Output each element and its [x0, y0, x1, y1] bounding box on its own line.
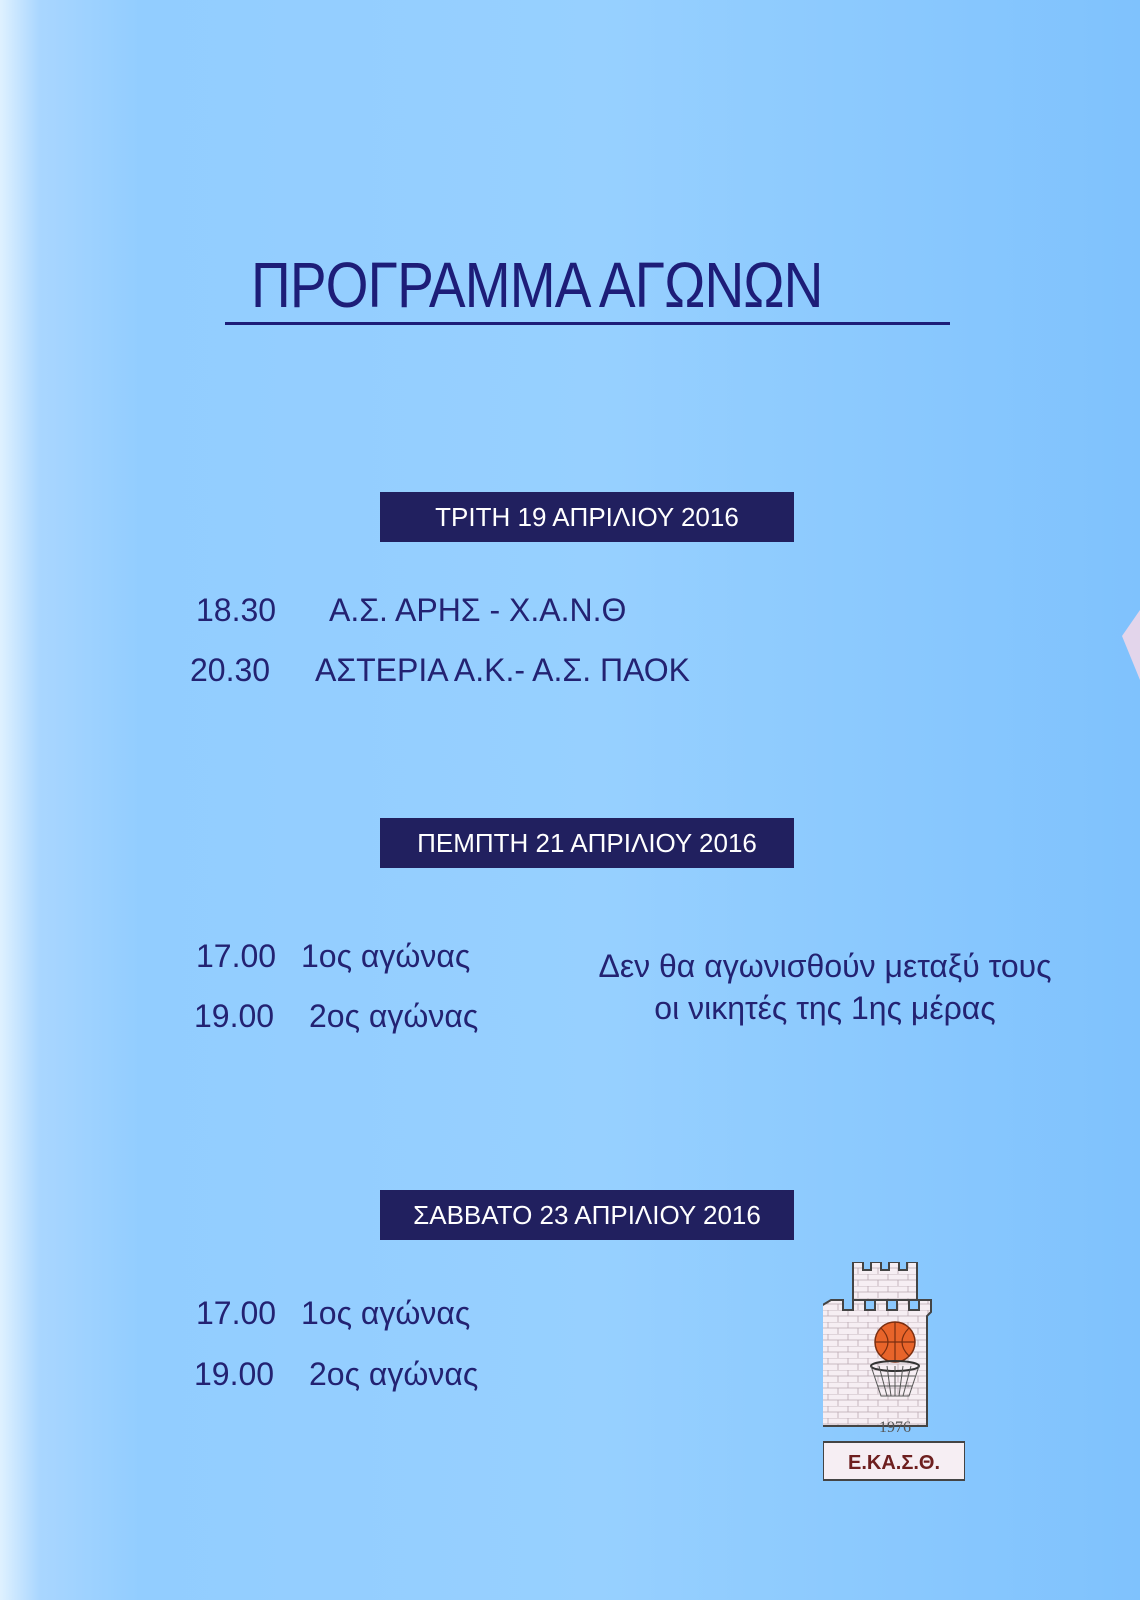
game-match: 2ος αγώνας: [308, 1356, 479, 1392]
logo-name: Ε.ΚΑ.Σ.Θ.: [847, 1452, 941, 1474]
game-time: 18.30: [196, 592, 277, 628]
game-match: ΑΣΤΕΡΙΑ Α.Κ.- Α.Σ. ΠΑΟΚ: [314, 652, 690, 688]
game-time: 17.00: [196, 938, 277, 974]
game-time: 19.00: [194, 998, 275, 1034]
game-time: 19.00: [194, 1356, 275, 1392]
game-match: 1ος αγώνας: [300, 938, 471, 974]
day-banner-tuesday: ΤΡΙΤΗ 19 ΑΠΡΙΛΙΟΥ 2016: [380, 492, 794, 542]
title-underline: [225, 322, 950, 325]
game-time: 17.00: [196, 1295, 277, 1331]
game-match: Α.Σ. ΑΡΗΣ - Χ.Α.Ν.Θ: [328, 592, 627, 628]
note-line: οι νικητές της 1ης μέρας: [654, 990, 996, 1026]
note-line: Δεν θα αγωνισθούν μεταξύ τους: [598, 948, 1052, 984]
day-banner-thursday: ΠΕΜΠΤΗ 21 ΑΠΡΙΛΙΟΥ 2016: [380, 818, 794, 868]
game-match: 1ος αγώνας: [300, 1295, 471, 1331]
game-row: [196, 592, 626, 629]
logo-year: 1976: [879, 1419, 911, 1436]
game-row: [196, 938, 470, 975]
game-row: [194, 1356, 478, 1393]
page-title: ΠΡΟΓΡΑΜΜΑ ΑΓΩΝΩΝ: [250, 249, 823, 321]
day-banner-saturday: ΣΑΒΒΑΤΟ 23 ΑΠΡΙΛΙΟΥ 2016: [380, 1190, 794, 1240]
game-row: [190, 652, 690, 689]
game-row: [196, 1295, 470, 1332]
note: [565, 945, 1085, 1029]
game-match: 2ος αγώνας: [308, 998, 479, 1034]
game-row: [194, 998, 478, 1035]
club-logo: [823, 1262, 965, 1482]
edge-decoration: [1118, 610, 1140, 680]
game-time: 20.30: [190, 652, 271, 688]
